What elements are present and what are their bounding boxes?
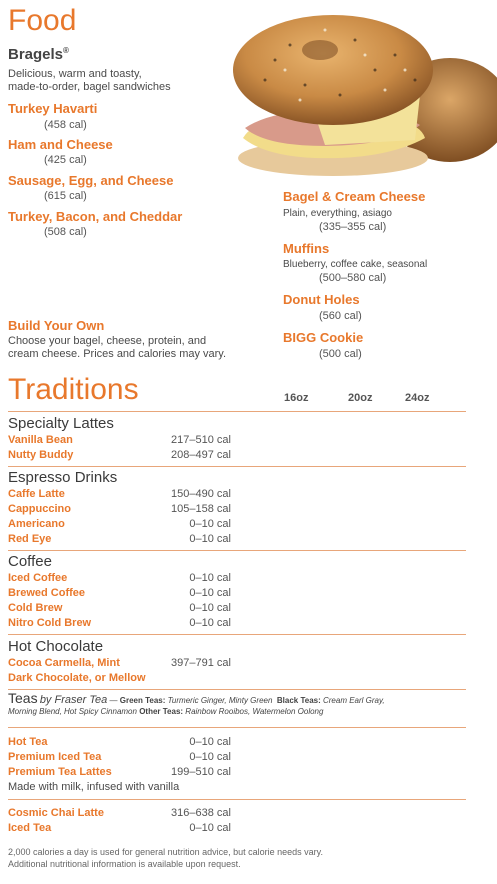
drink-name: Cosmic Chai Latte [8, 807, 104, 819]
black-teas-list-2: Morning Blend, Hot Spicy Cinnamon [8, 707, 137, 716]
menu-item-cal: (425 cal) [44, 154, 87, 166]
menu-item-cal: (458 cal) [44, 119, 87, 131]
drink-cal: 0–10 cal [189, 587, 231, 599]
section-title: Coffee [8, 553, 52, 570]
divider [8, 550, 466, 551]
menu-item-name: Bagel & Cream Cheese [283, 189, 426, 204]
drink-cal: 0–10 cal [189, 822, 231, 834]
teas-header [8, 690, 490, 717]
section-title: Hot Chocolate [8, 638, 104, 655]
drink-name: Iced Tea [8, 822, 52, 834]
drink-name: Dark Chocolate, or Mellow [8, 672, 146, 684]
footnote-1: 2,000 calories a day is used for general nutrition advice, but calorie needs vary. [8, 847, 324, 857]
size-24oz-header: 24oz [405, 392, 430, 404]
drink-name: Nutty Buddy [8, 449, 74, 461]
bragels-desc-2: made-to-order, bagel sandwiches [8, 81, 171, 93]
drink-cal: 0–10 cal [189, 602, 231, 614]
divider [8, 689, 466, 690]
bragels-name: Bragels [8, 46, 64, 63]
other-teas-list: Rainbow Rooibos, Watermelon Oolong [185, 707, 324, 716]
drink-cal: 208–497 cal [171, 449, 231, 461]
menu-item-cal: (560 cal) [319, 310, 362, 322]
drink-name: Brewed Coffee [8, 587, 86, 599]
registered-mark: ® [63, 46, 69, 55]
black-teas-label: Black Teas: [276, 696, 321, 705]
size-20oz-header: 20oz [348, 392, 373, 404]
menu-item-desc: Blueberry, coffee cake, seasonal [283, 259, 428, 270]
drink-cal: 0–10 cal [189, 736, 231, 748]
other-teas-label: Other Teas: [139, 707, 184, 716]
drink-cal: 199–510 cal [171, 766, 231, 778]
drink-name: Iced Coffee [8, 572, 68, 584]
menu-item-cal: (500–580 cal) [319, 272, 387, 284]
teas-title: Teas [8, 690, 38, 706]
drink-name: Cold Brew [8, 602, 63, 614]
menu-item-desc: Plain, everything, asiago [283, 208, 392, 219]
drink-name: Red Eye [8, 533, 52, 545]
size-16oz-header: 16oz [284, 392, 309, 404]
menu-item-name: Donut Holes [283, 292, 360, 307]
drink-name: Americano [8, 518, 65, 530]
menu-item-cal: (615 cal) [44, 190, 87, 202]
drink-name: Premium Tea Lattes [8, 766, 112, 778]
menu-item-cal: (335–355 cal) [319, 221, 387, 233]
tea-latte-note: Made with milk, infused with vanilla [8, 781, 180, 793]
drink-name: Premium Iced Tea [8, 751, 102, 763]
drink-name: Cocoa Carmella, Mint [8, 657, 120, 669]
menu-item-name: Turkey Havarti [8, 101, 98, 116]
menu-item-name: BIGG Cookie [283, 330, 364, 345]
build-your-own-desc-2: cream cheese. Prices and calories may vary. [8, 348, 227, 360]
drink-cal: 0–10 cal [189, 617, 231, 629]
bragels-desc-1: Delicious, warm and toasty, [8, 68, 142, 80]
drink-name: Nitro Cold Brew [8, 617, 92, 629]
divider [8, 799, 466, 800]
footnote-2: Additional nutritional information is available upon request. [8, 859, 241, 869]
drink-name: Vanilla Bean [8, 434, 73, 446]
drink-cal: 0–10 cal [189, 518, 231, 530]
drink-name: Cappuccino [8, 503, 71, 515]
menu-item-cal: (508 cal) [44, 226, 87, 238]
divider [8, 411, 466, 412]
traditions-title: Traditions [8, 373, 139, 406]
divider [8, 727, 466, 728]
teas-dash: — [109, 696, 118, 705]
divider [8, 634, 466, 635]
menu-item-name: Muffins [283, 241, 330, 256]
drink-cal: 105–158 cal [171, 503, 231, 515]
drink-cal: 0–10 cal [189, 751, 231, 763]
drink-cal: 0–10 cal [189, 572, 231, 584]
drink-cal: 150–490 cal [171, 488, 231, 500]
drink-cal: 316–638 cal [171, 807, 231, 819]
food-title: Food [8, 4, 77, 37]
menu-item-name: Turkey, Bacon, and Cheddar [8, 209, 183, 224]
bragels-heading [8, 46, 69, 63]
drink-cal: 0–10 cal [189, 533, 231, 545]
black-teas-list: Cream Earl Gray, [322, 696, 385, 705]
section-title: Specialty Lattes [8, 415, 114, 432]
drink-name: Caffe Latte [8, 488, 65, 500]
drink-cal: 217–510 cal [171, 434, 231, 446]
section-title: Espresso Drinks [8, 469, 118, 486]
drink-name: Hot Tea [8, 736, 48, 748]
green-teas-list: Turmeric Ginger, Minty Green [167, 696, 273, 705]
drink-cal: 397–791 cal [171, 657, 231, 669]
menu-item-name: Sausage, Egg, and Cheese [8, 173, 174, 188]
build-your-own-desc-1: Choose your bagel, cheese, protein, and [8, 335, 207, 347]
bagel-sandwich-photo [215, 0, 497, 180]
teas-brand: by Fraser Tea [39, 694, 108, 706]
divider [8, 466, 466, 467]
menu-item-name: Ham and Cheese [8, 137, 113, 152]
build-your-own-title: Build Your Own [8, 318, 105, 333]
green-teas-label: Green Teas: [119, 696, 166, 705]
menu-item-cal: (500 cal) [319, 348, 362, 360]
